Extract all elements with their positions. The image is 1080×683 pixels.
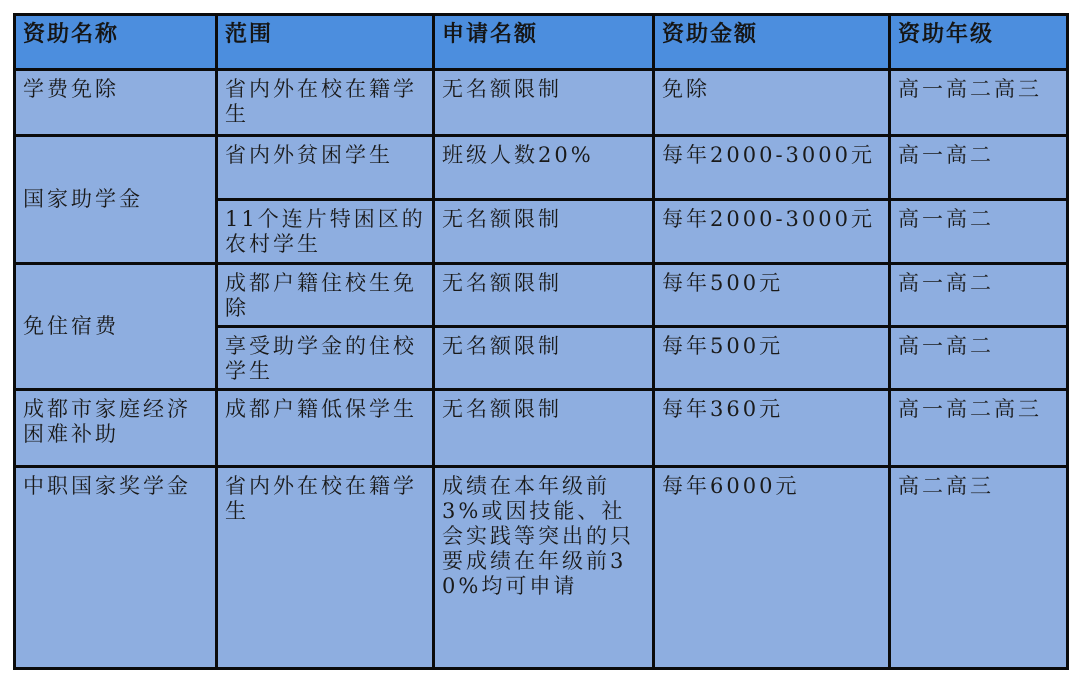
table-row [15,467,1068,669]
cell-quota: 无名额限制 [434,70,654,136]
cell-scope: 成都户籍住校生免除 [217,264,434,327]
cell-quota: 无名额限制 [434,327,654,390]
header-row [15,15,1068,70]
cell-quota: 无名额限制 [434,264,654,327]
cell-amount: 每年500元 [654,264,890,327]
cell-scope: 11个连片特困区的农村学生 [217,200,434,264]
cell-grade: 高二高三 [890,467,1068,669]
cell-quota: 无名额限制 [434,200,654,264]
cell-grade: 高一高二 [890,327,1068,390]
header-cell-grade: 资助年级 [890,15,1068,70]
table-row [15,264,1068,327]
header-cell-name: 资助名称 [15,15,217,70]
cell-name: 免住宿费 [15,264,217,390]
table-row [15,70,1068,136]
cell-scope: 省内外在校在籍学生 [217,467,434,669]
cell-amount: 每年2000-3000元 [654,136,890,200]
cell-amount: 每年2000-3000元 [654,200,890,264]
cell-name: 国家助学金 [15,136,217,264]
cell-amount: 每年500元 [654,327,890,390]
cell-scope: 享受助学金的住校学生 [217,327,434,390]
cell-grade: 高一高二 [890,264,1068,327]
cell-grade: 高一高二 [890,136,1068,200]
header-cell-amount: 资助金额 [654,15,890,70]
cell-quota: 班级人数20% [434,136,654,200]
cell-quota: 成绩在本年级前3%或因技能、社会实践等突出的只要成绩在年级前30%均可申请 [434,467,654,669]
cell-scope: 省内外贫困学生 [217,136,434,200]
subsidy-table [13,13,1069,670]
cell-scope: 省内外在校在籍学生 [217,70,434,136]
cell-amount: 每年6000元 [654,467,890,669]
table-row [15,390,1068,467]
cell-name: 中职国家奖学金 [15,467,217,669]
cell-name: 成都市家庭经济困难补助 [15,390,217,467]
cell-quota: 无名额限制 [434,390,654,467]
cell-amount: 每年360元 [654,390,890,467]
cell-grade: 高一高二高三 [890,70,1068,136]
header-cell-scope: 范围 [217,15,434,70]
cell-name: 学费免除 [15,70,217,136]
cell-amount: 免除 [654,70,890,136]
cell-scope: 成都户籍低保学生 [217,390,434,467]
cell-grade: 高一高二高三 [890,390,1068,467]
cell-grade: 高一高二 [890,200,1068,264]
table-row [15,136,1068,200]
header-cell-quota: 申请名额 [434,15,654,70]
